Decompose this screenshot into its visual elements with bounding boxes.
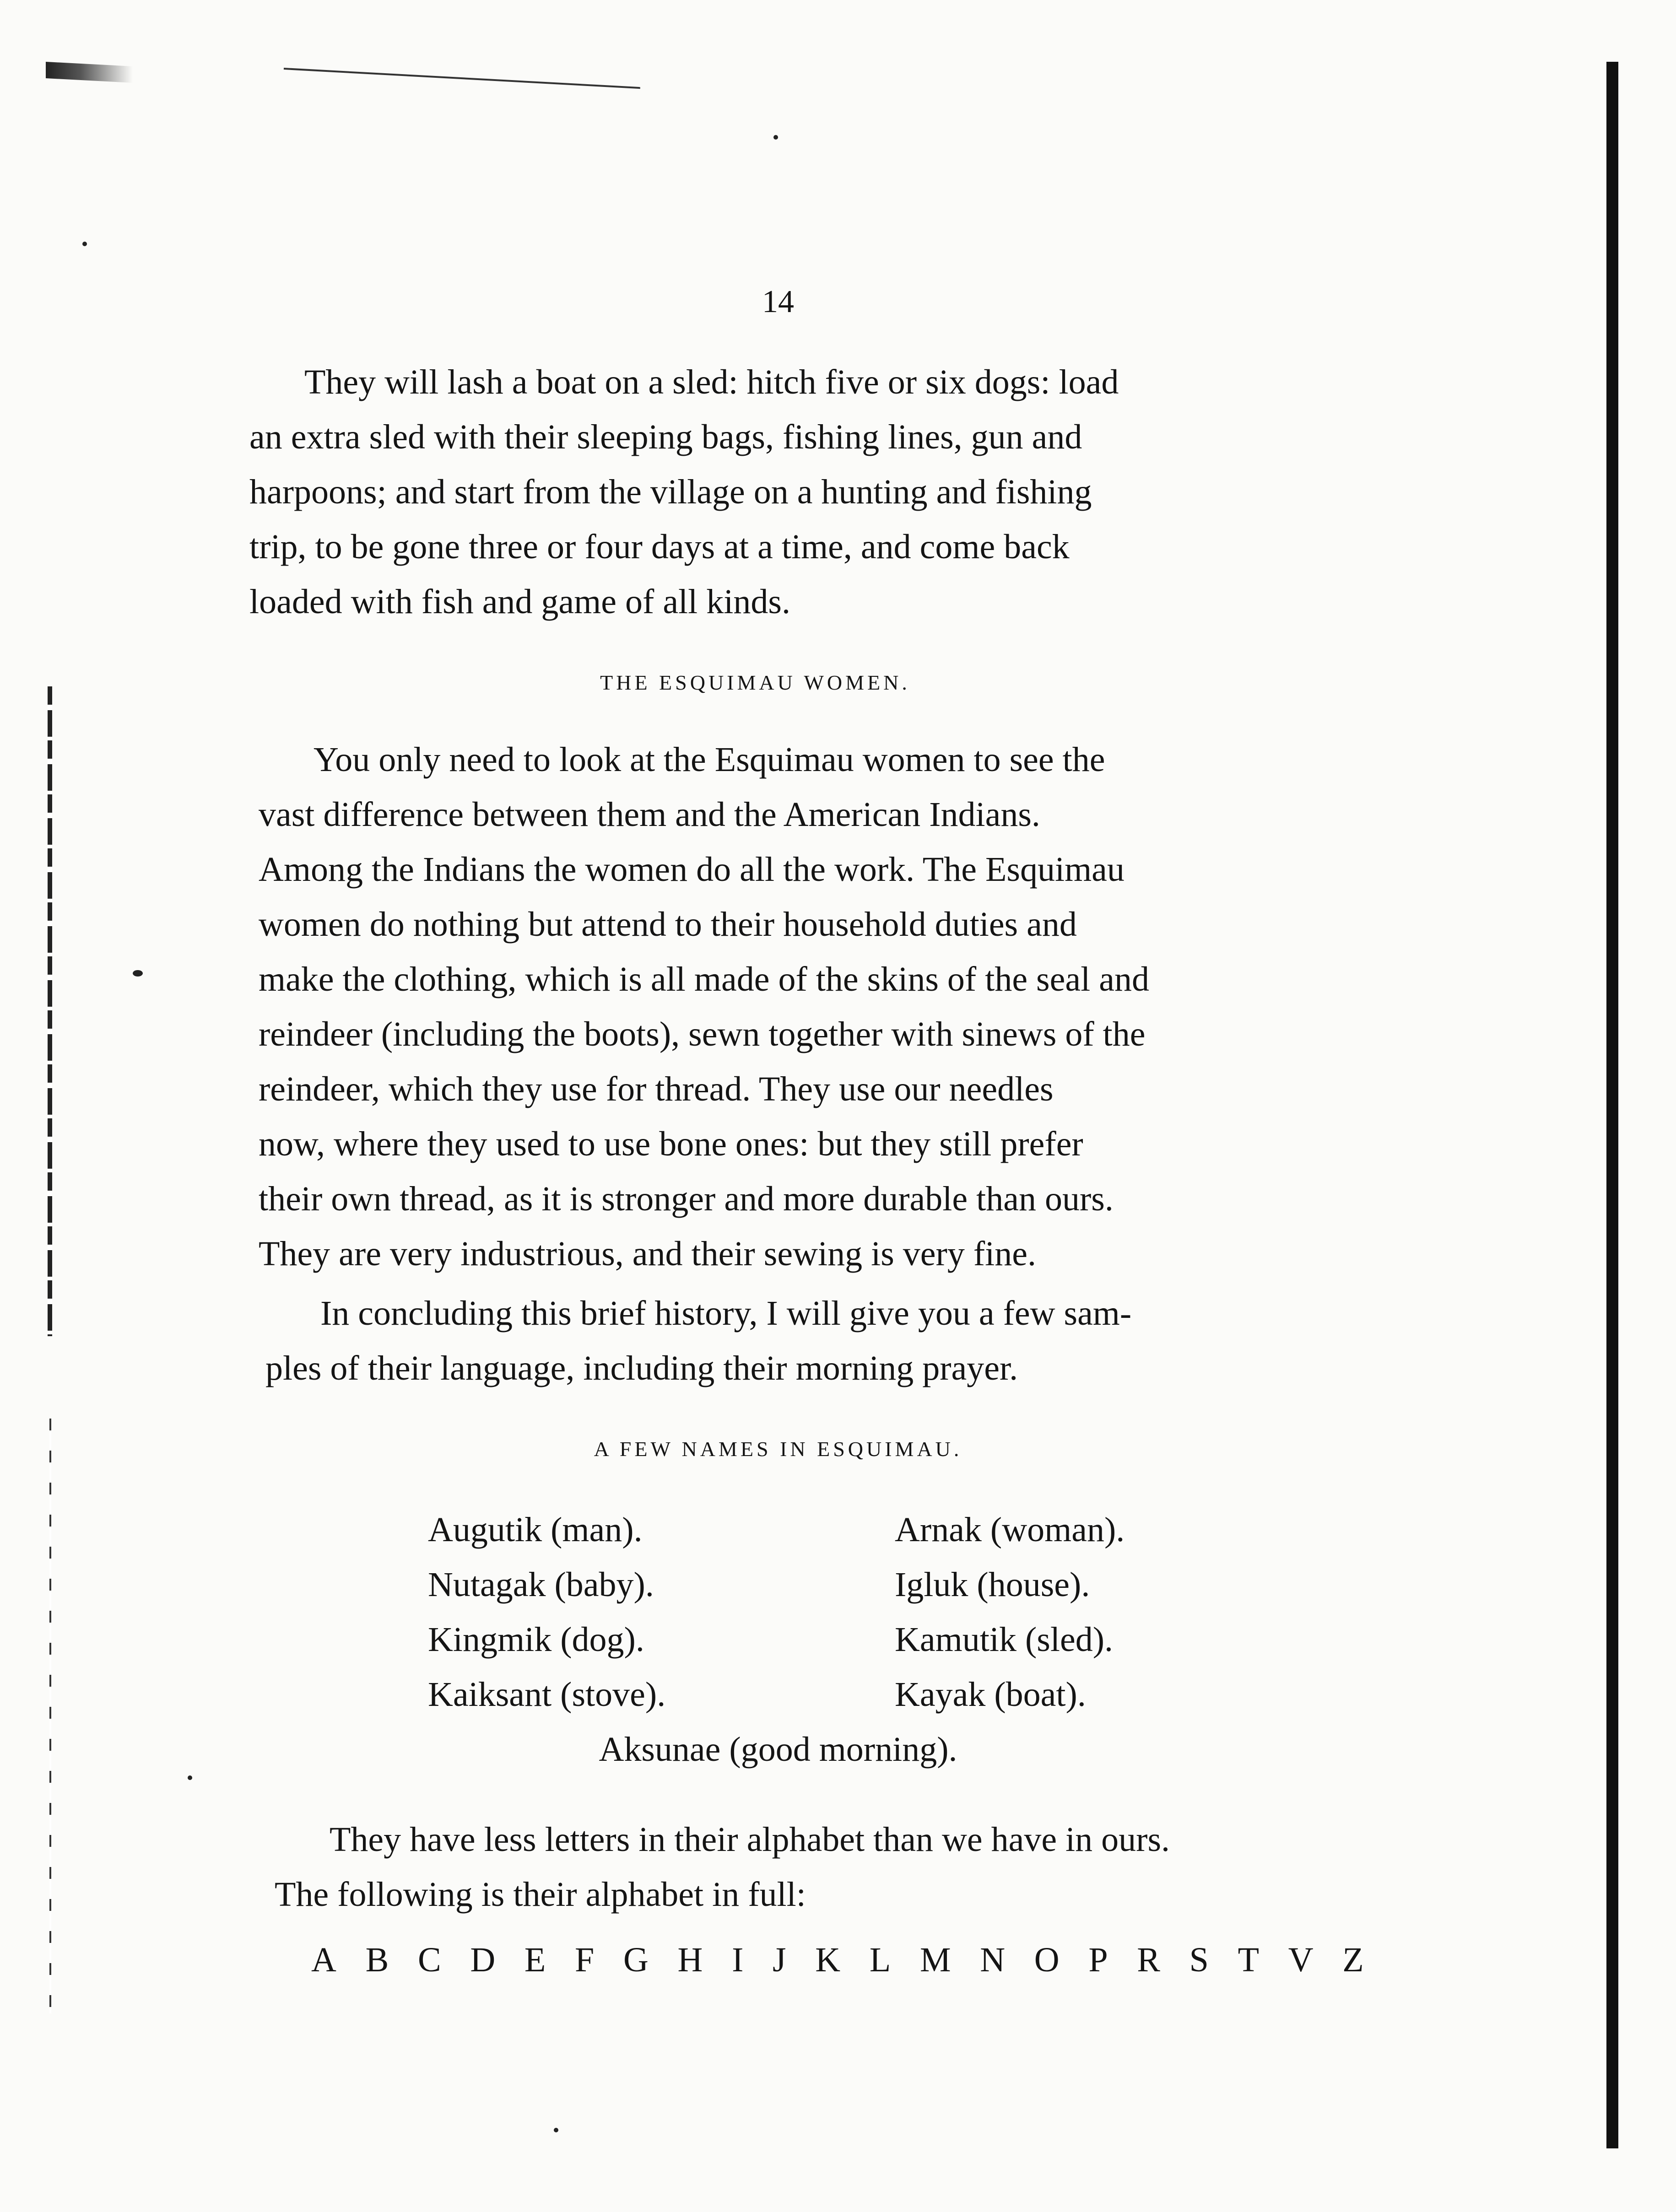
alphabet-letter: C xyxy=(417,1941,441,1979)
text-line: vast difference between them and the American Indians. xyxy=(259,795,1040,834)
binding-edge-marks xyxy=(48,686,52,1336)
page-number: 14 xyxy=(762,284,794,319)
text-line: reindeer, which they use for thread. They use our needles xyxy=(259,1070,1054,1108)
alphabet-letter: T xyxy=(1238,1941,1260,1979)
scan-smudge xyxy=(46,62,133,83)
text-line: ples of their language, including their morning prayer. xyxy=(265,1349,1018,1387)
alphabet-letter: V xyxy=(1288,1941,1314,1979)
ink-speck xyxy=(554,2128,558,2132)
paragraph-hunting xyxy=(249,355,1343,629)
text-line: loaded with fish and game of all kinds. xyxy=(249,583,790,621)
alphabet-letter: S xyxy=(1189,1941,1209,1979)
alphabet-row xyxy=(311,1940,1364,1980)
paragraph-alphabet-intro xyxy=(275,1812,1368,1922)
ink-speck xyxy=(773,135,778,140)
name-entry: Kaiksant (stove). xyxy=(428,1675,666,1714)
alphabet-letter: Z xyxy=(1342,1941,1364,1979)
text-line: trip, to be gone three or four days at a time, and come back xyxy=(249,528,1070,566)
alphabet-letter: A xyxy=(311,1941,336,1979)
text-line: They have less letters in their alphabet than we have in ours. xyxy=(330,1820,1170,1859)
ink-speck xyxy=(82,242,87,246)
ink-speck xyxy=(188,1775,192,1780)
binding-edge-marks-lower xyxy=(49,1419,51,2013)
alphabet-letter: B xyxy=(365,1941,389,1979)
name-entry: Augutik (man). xyxy=(428,1511,643,1549)
text-line: The following is their alphabet in full: xyxy=(275,1875,806,1914)
alphabet-letter: G xyxy=(623,1941,649,1979)
alphabet-letter: P xyxy=(1088,1941,1108,1979)
alphabet-letter: F xyxy=(574,1941,595,1979)
section-heading-names: A FEW NAMES IN ESQUIMAU. xyxy=(594,1437,962,1461)
page-edge-shadow xyxy=(1606,62,1618,2148)
alphabet-letter: I xyxy=(732,1941,744,1979)
ink-speck xyxy=(133,970,143,977)
text-line: reindeer (including the boots), sewn together with sinews of the xyxy=(259,1015,1146,1053)
name-entry: Kamutik (sled). xyxy=(895,1620,1114,1659)
name-entry-centered: Aksunae (good morning). xyxy=(599,1730,957,1769)
alphabet-letter: E xyxy=(524,1941,546,1979)
name-entry: Arnak (woman). xyxy=(895,1511,1125,1549)
alphabet-letter: R xyxy=(1137,1941,1160,1979)
alphabet-letter: K xyxy=(815,1941,841,1979)
name-entry: Kingmik (dog). xyxy=(428,1620,644,1659)
name-entry: Nutagak (baby). xyxy=(428,1565,654,1604)
text-line: women do nothing but attend to their household duties and xyxy=(259,905,1077,944)
alphabet-letter: H xyxy=(677,1941,703,1979)
name-entry: Kayak (boat). xyxy=(895,1675,1086,1714)
paragraph-women xyxy=(259,732,1352,1281)
scan-stroke xyxy=(284,68,640,89)
text-line: In concluding this brief history, I will give you a few sam- xyxy=(320,1294,1132,1333)
name-entry: Igluk (house). xyxy=(895,1565,1090,1604)
alphabet-letter: L xyxy=(869,1941,891,1979)
text-line: their own thread, as it is stronger and more durable than ours. xyxy=(259,1180,1114,1218)
text-line: make the clothing, which is all made of the skins of the seal and xyxy=(259,960,1149,998)
alphabet-letter: D xyxy=(470,1941,496,1979)
text-line: They are very industrious, and their sewing is very fine. xyxy=(259,1235,1036,1273)
alphabet-letter: O xyxy=(1034,1941,1060,1979)
text-line: They will lash a boat on a sled: hitch five or six dogs: load xyxy=(304,363,1119,401)
paragraph-concluding xyxy=(265,1286,1359,1396)
text-line: now, where they used to use bone ones: but they still prefer xyxy=(259,1125,1083,1163)
alphabet-letter: M xyxy=(919,1941,951,1979)
alphabet-letter: J xyxy=(773,1941,786,1979)
text-line: Among the Indians the women do all the work. The Esquimau xyxy=(259,850,1125,889)
text-line: harpoons; and start from the village on a hunting and fishing xyxy=(249,473,1092,511)
section-heading-women: THE ESQUIMAU WOMEN. xyxy=(600,671,910,694)
alphabet-letter: N xyxy=(980,1941,1006,1979)
text-line: You only need to look at the Esquimau women to see the xyxy=(314,740,1105,779)
text-line: an extra sled with their sleeping bags, fishing lines, gun and xyxy=(249,418,1082,456)
